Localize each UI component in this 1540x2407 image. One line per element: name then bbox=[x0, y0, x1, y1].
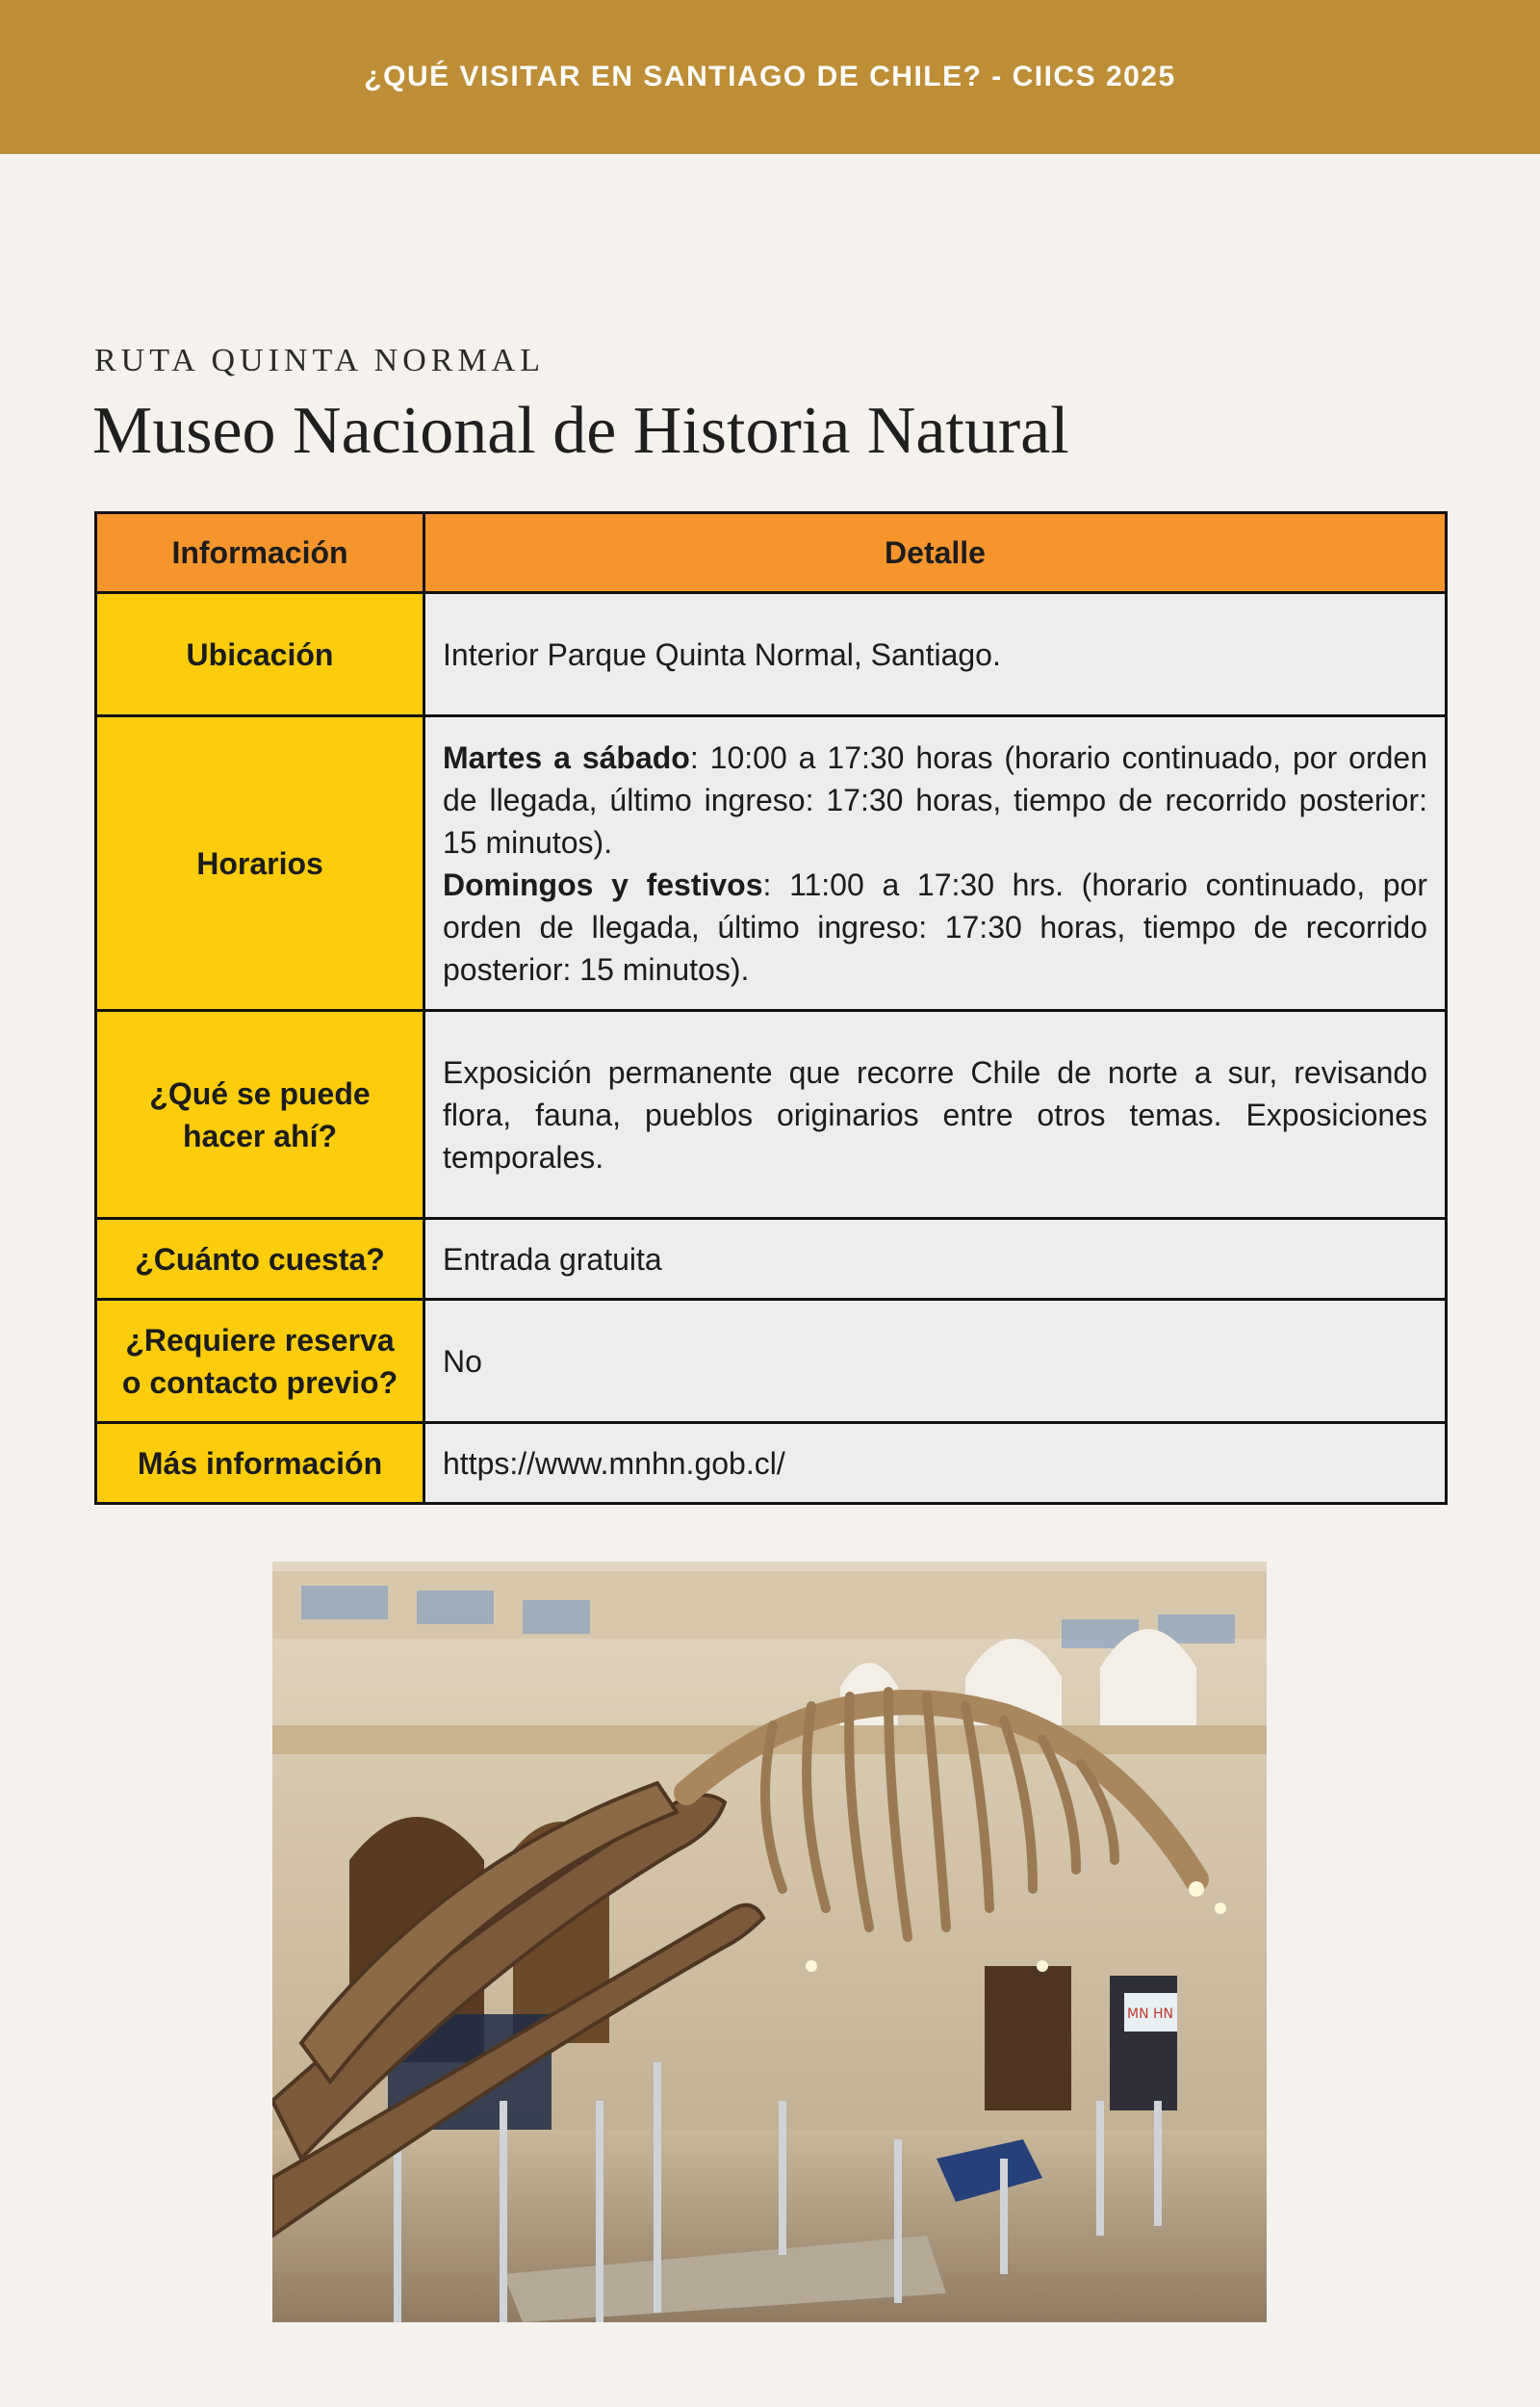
table-row bbox=[96, 1300, 1447, 1423]
row-label-location: Ubicación bbox=[96, 593, 424, 716]
table-row bbox=[96, 1423, 1447, 1504]
row-value-activities: Exposición permanente que recorre Chile de norte a sur, revisando flora, fauna, pueblos originarios entre otros temas. Exposiciones temporales. bbox=[424, 1011, 1447, 1219]
museum-whale-skeleton-photo bbox=[272, 1562, 1267, 2322]
row-value-reservation: No bbox=[424, 1300, 1447, 1423]
page-title: Museo Nacional de Historia Natural bbox=[92, 394, 1069, 468]
hours-sunday bbox=[443, 864, 1427, 991]
row-label-cost: ¿Cuánto cuesta? bbox=[96, 1219, 424, 1300]
row-value-cost: Entrada gratuita bbox=[424, 1219, 1447, 1300]
row-label-reservation: ¿Requiere reserva o contacto previo? bbox=[96, 1300, 424, 1423]
screen-logo: MN HN bbox=[1126, 2006, 1174, 2022]
row-value-hours bbox=[424, 716, 1447, 1011]
hours-weekday-label: Martes a sábado bbox=[443, 739, 690, 775]
column-header-detail: Detalle bbox=[424, 513, 1447, 593]
hours-weekday bbox=[443, 737, 1427, 864]
table-row bbox=[96, 716, 1447, 1011]
table-row bbox=[96, 1011, 1447, 1219]
table-row bbox=[96, 593, 1447, 716]
route-label: RUTA QUINTA NORMAL bbox=[94, 343, 546, 378]
hours-sunday-label: Domingos y festivos bbox=[443, 867, 763, 902]
row-value-website[interactable]: https://www.mnhn.gob.cl/ bbox=[424, 1423, 1447, 1504]
column-header-info: Información bbox=[96, 513, 424, 593]
row-value-location: Interior Parque Quinta Normal, Santiago. bbox=[424, 593, 1447, 716]
table-header-row bbox=[96, 513, 1447, 593]
row-label-hours: Horarios bbox=[96, 716, 424, 1011]
info-table bbox=[94, 511, 1448, 1505]
banner-title: ¿QUÉ VISITAR EN SANTIAGO DE CHILE? - CIICS 2025 bbox=[364, 61, 1176, 92]
row-label-activities: ¿Qué se puede hacer ahí? bbox=[96, 1011, 424, 1219]
hours-sunday-text: : 11:00 a 17:30 hrs. (horario continuado, por orden de llegada, último ingreso: 17:30 horas, tiempo de recorrido posterior: 15 minutos). bbox=[443, 867, 1428, 987]
table-row bbox=[96, 1219, 1447, 1300]
top-banner bbox=[0, 0, 1540, 154]
hours-weekday-text: : 10:00 a 17:30 horas (horario continuado, por orden de llegada, último ingreso: 17:30 horas, tiempo de recorrido posterior: 15 minutos). bbox=[443, 739, 1427, 860]
row-label-more-info: Más información bbox=[96, 1423, 424, 1504]
